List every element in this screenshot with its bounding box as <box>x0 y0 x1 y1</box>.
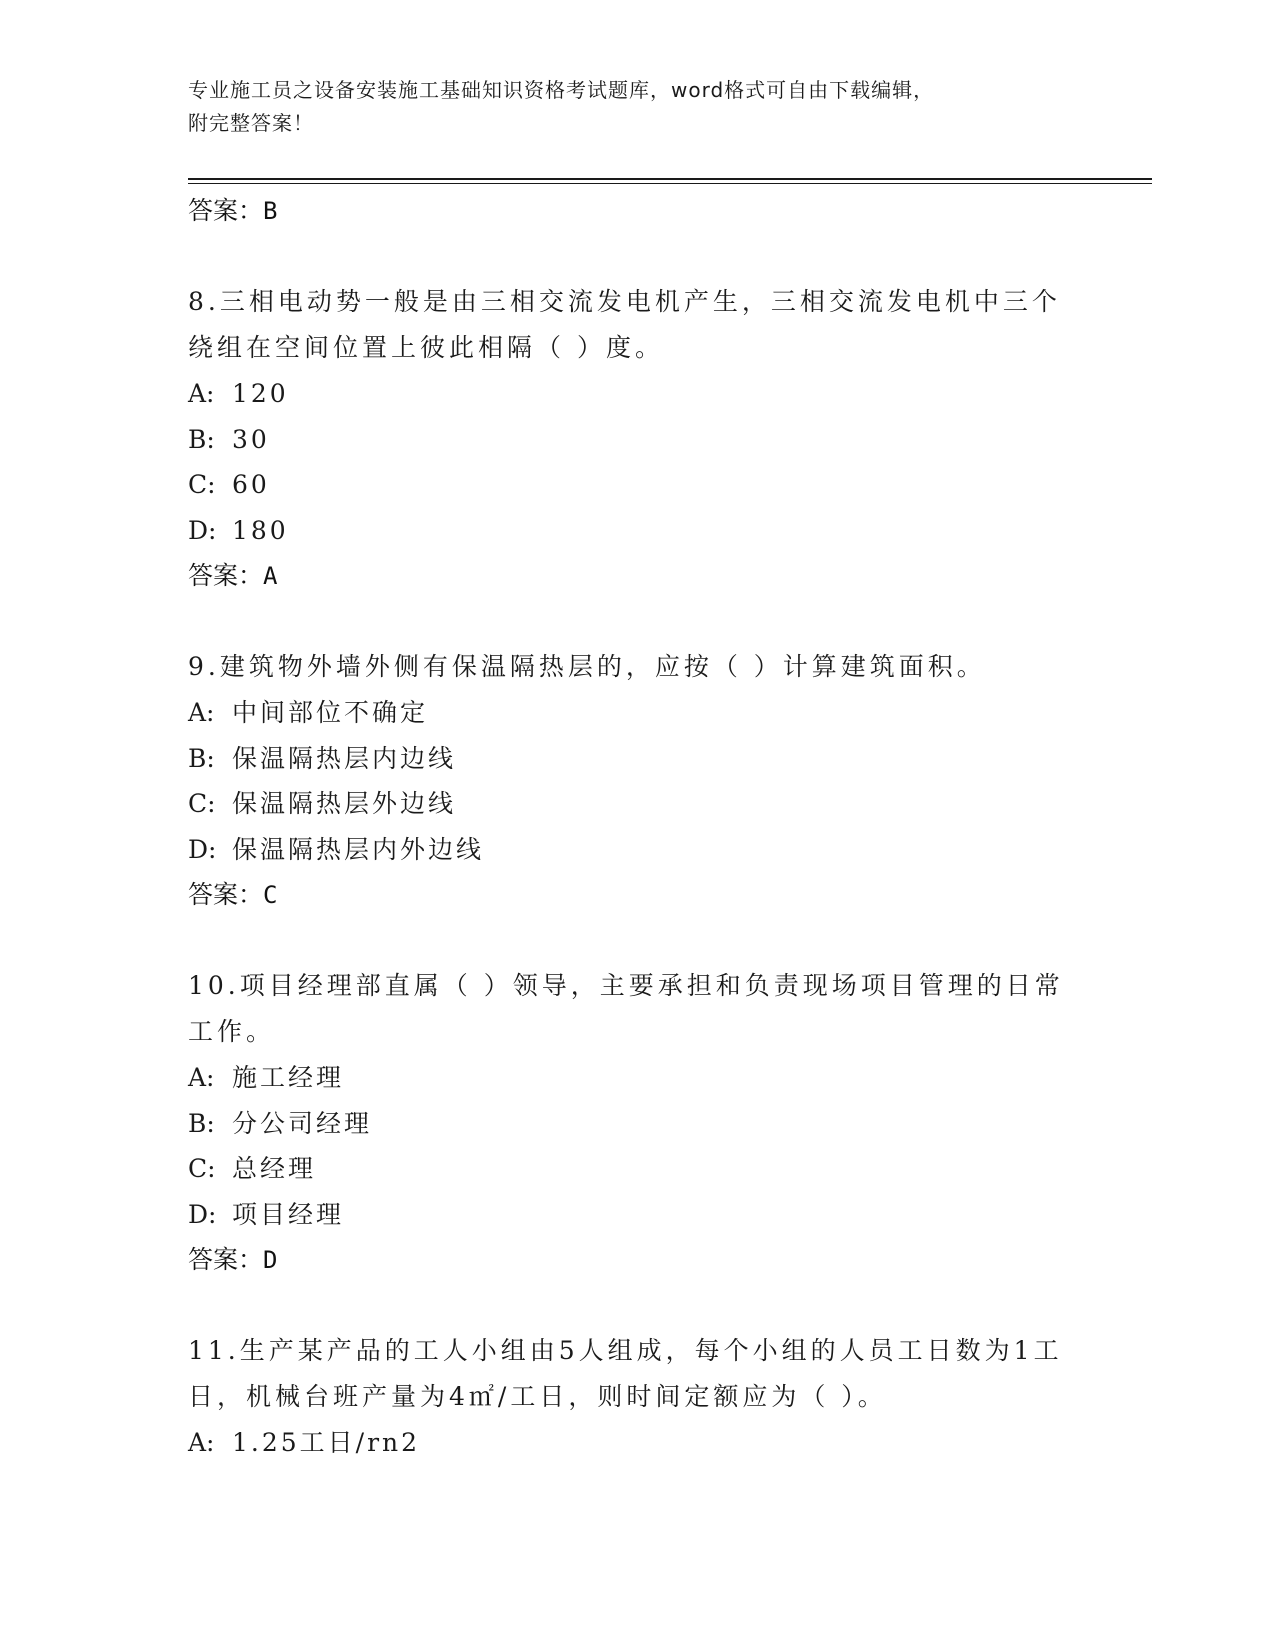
question-block-11 <box>188 1328 1088 1466</box>
option-a <box>188 371 1088 417</box>
option-text: 120 <box>232 379 289 408</box>
question-text-line: 9.建筑物外墙外侧有保温隔热层的，应按（ ）计算建筑面积。 <box>188 652 986 681</box>
option-label: C: <box>188 1154 216 1183</box>
question-block-8 <box>188 279 1088 599</box>
question-gap <box>188 918 1088 963</box>
option-text: 1.25工日/rn2 <box>232 1428 421 1457</box>
question-gap <box>188 599 1088 644</box>
option-text: 项目经理 <box>232 1199 345 1229</box>
question-gap <box>188 1283 1088 1328</box>
option-c <box>188 462 1088 508</box>
option-b <box>188 736 1088 782</box>
answer-label: 答案： <box>188 880 264 909</box>
question-text-line: 8.三相电动势一般是由三相交流发电机产生，三相交流发电机中三个 <box>188 287 1061 316</box>
answer-label: 答案： <box>188 1245 264 1274</box>
header-line-1: 专业施工员之设备安装施工基础知识资格考试题库，word格式可自由下载编辑， <box>188 78 935 102</box>
answer-line <box>188 188 1088 234</box>
answer-value: A <box>263 562 278 590</box>
option-a <box>188 690 1088 736</box>
option-a <box>188 1055 1088 1101</box>
answer-value: D <box>263 1246 278 1274</box>
header-rule-thin <box>188 183 1152 184</box>
option-text: 总经理 <box>232 1154 317 1183</box>
header-line-2: 附完整答案！ <box>188 111 314 135</box>
option-label: D: <box>188 1199 217 1229</box>
option-b <box>188 1101 1088 1147</box>
question-block-9 <box>188 644 1088 918</box>
option-label: B: <box>188 743 215 773</box>
answer-line <box>188 553 1088 599</box>
option-text: 保温隔热层内外边线 <box>232 834 485 864</box>
option-text: 60 <box>232 470 270 499</box>
question-gap <box>188 234 1088 279</box>
option-text: 保温隔热层内边线 <box>232 743 457 773</box>
answer-line <box>188 872 1088 918</box>
option-label: B: <box>188 424 215 454</box>
option-label: A: <box>188 379 215 408</box>
answer-line <box>188 1237 1088 1283</box>
option-label: C: <box>188 789 216 818</box>
option-label: A: <box>188 698 215 727</box>
answer-value: C <box>263 881 278 909</box>
option-b <box>188 417 1088 463</box>
question-text-line: 绕组在空间位置上彼此相隔（ ）度。 <box>188 333 664 362</box>
option-c <box>188 781 1088 827</box>
option-a <box>188 1420 1088 1466</box>
option-text: 180 <box>232 515 289 545</box>
option-label: B: <box>188 1108 215 1138</box>
document-header <box>188 74 1068 140</box>
option-label: D: <box>188 834 217 864</box>
option-text: 中间部位不确定 <box>232 698 429 727</box>
question-text-line: 日，机械台班产量为4㎡/工日，则时间定额应为（ ）。 <box>188 1382 887 1411</box>
option-d <box>188 827 1088 873</box>
document-body <box>188 188 1088 1466</box>
option-label: A: <box>188 1063 215 1092</box>
question-block-10 <box>188 963 1088 1283</box>
option-text: 保温隔热层外边线 <box>232 789 457 818</box>
option-text: 施工经理 <box>232 1063 345 1092</box>
option-d <box>188 1192 1088 1238</box>
header-rule-thick <box>188 178 1152 180</box>
option-d <box>188 508 1088 554</box>
option-text: 30 <box>232 424 270 454</box>
answer-label: 答案： <box>188 196 264 225</box>
question-text-line: 11.生产某产品的工人小组由5人组成，每个小组的人员工日数为1工 <box>188 1336 1063 1365</box>
option-c <box>188 1146 1088 1192</box>
option-label: A: <box>188 1428 215 1457</box>
option-label: C: <box>188 470 216 499</box>
option-text: 分公司经理 <box>232 1108 373 1138</box>
option-label: D: <box>188 515 217 545</box>
question-text-line: 10.项目经理部直属（ ）领导，主要承担和负责现场项目管理的日常 <box>188 971 1064 1000</box>
question-text-line: 工作。 <box>188 1017 276 1046</box>
answer-label: 答案： <box>188 561 264 590</box>
answer-value: B <box>263 197 278 225</box>
